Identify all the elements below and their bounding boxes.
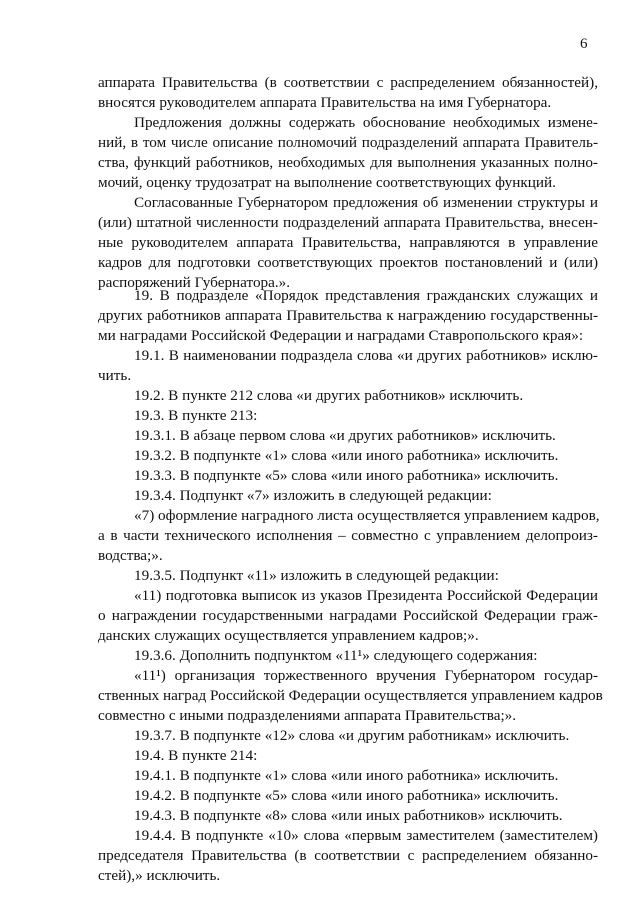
text-line: о награждении государственными наградами Российской Федерации граж- xyxy=(98,607,598,624)
text-line: 19.2. В пункте 212 слова «и других работников» исключить. xyxy=(134,387,524,404)
text-line: «11) подготовка выписок из указов Президента Российской Федерации xyxy=(134,587,598,604)
text-line: кадров для подготовки соответствующих проектов постановлений и (или) xyxy=(98,254,598,271)
text-line: 19.3.4. Подпункт «7» изложить в следующей редакции: xyxy=(134,487,492,504)
text-line: 19. В подразделе «Порядок представления гражданских служащих и xyxy=(134,287,598,304)
text-line: вносятся руководителем аппарата Правительства на имя Губернатора. xyxy=(98,94,552,111)
text-line: водства;». xyxy=(98,547,163,564)
text-line: ми наградами Российской Федерации и наградами Ставропольского края»: xyxy=(98,327,584,344)
text-line: 19.3.2. В подпункте «1» слова «или иного работника» исключить. xyxy=(134,447,559,464)
text-line: (или) штатной численности подразделений аппарата Правительства, внесен- xyxy=(98,214,598,231)
text-line: 19.4.1. В подпункте «1» слова «или иного работника» исключить. xyxy=(134,767,559,784)
text-line: других работников аппарата Правительства к награждению государственны- xyxy=(98,307,598,324)
text-line: данских служащих осуществляется управлением кадров;». xyxy=(98,627,479,644)
text-line: чить. xyxy=(98,367,132,384)
text-line: 19.3.3. В подпункте «5» слова «или иного работника» исключить. xyxy=(134,467,559,484)
text-line: аппарата Правительства (в соответствии с распределением обязанностей), xyxy=(98,74,598,91)
text-line: совместно с иными подразделениями аппарата Правительства;». xyxy=(98,707,517,724)
text-line: 19.3.6. Дополнить подпунктом «11¹» следующего содержания: xyxy=(134,647,538,664)
text-line: стей),» исключить. xyxy=(98,867,221,884)
text-line: распоряжений Губернатора.». xyxy=(98,274,291,291)
text-line: 19.3.5. Подпункт «11» изложить в следующей редакции: xyxy=(134,567,499,584)
text-line: 19.4.4. В подпункте «10» слова «первым заместителем (заместителем) xyxy=(134,827,598,844)
text-line: а в части технического исполнения – совместно с управлением делопроиз- xyxy=(98,527,598,544)
text-line: Согласованные Губернатором предложения об изменении структуры и xyxy=(134,194,598,211)
text-line: председателя Правительства (в соответствии с распределением обязанно- xyxy=(98,847,598,864)
text-line: 19.4.2. В подпункте «5» слова «или иного работника» исключить. xyxy=(134,787,559,804)
text-line: 19.3.7. В подпункте «12» слова «и другим работникам» исключить. xyxy=(134,727,570,744)
text-line: 19.3.1. В абзаце первом слова «и других работников» исключить. xyxy=(134,427,556,444)
text-line: 19.4.3. В подпункте «8» слова «или иных работников» исключить. xyxy=(134,807,563,824)
text-line: ственных наград Российской Федерации осуществляется управлением кадров xyxy=(98,687,603,704)
text-line: мочий, оценку трудозатрат на выполнение соответствующих функций. xyxy=(98,174,556,191)
text-line: Предложения должны содержать обоснование необходимых измене- xyxy=(134,114,598,131)
text-line: 19.4. В пункте 214: xyxy=(134,747,258,764)
text-line: 19.3. В пункте 213: xyxy=(134,407,258,424)
text-line: «7) оформление наградного листа осуществляется управлением кадров, xyxy=(134,507,600,524)
text-line: 19.1. В наименовании подраздела слова «и других работников» исклю- xyxy=(134,347,598,364)
text-line: ства, функций работников, необходимых для выполнения указанных полно- xyxy=(98,154,598,171)
text-line: «11¹) организация торжественного вручения Губернатором государ- xyxy=(134,667,598,684)
text-line: ний, в том числе описание полномочий подразделений аппарата Правитель- xyxy=(98,134,598,151)
text-line: ные руководителем аппарата Правительства, направляются в управление xyxy=(98,234,598,251)
page-number: 6 xyxy=(580,36,588,52)
